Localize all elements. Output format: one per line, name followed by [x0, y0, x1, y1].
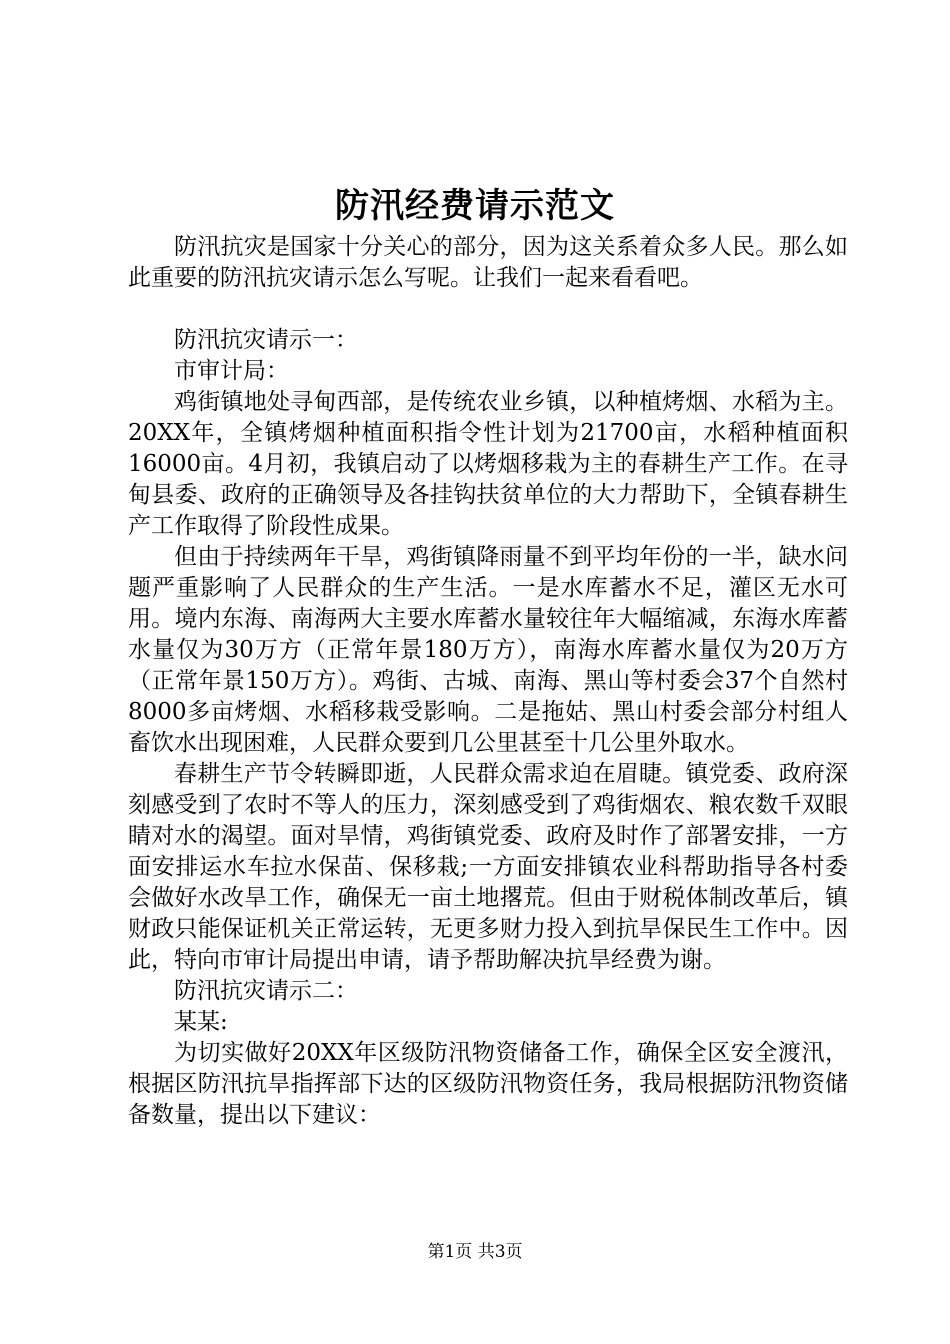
request1-heading: 防汛抗灾请示一： — [174, 327, 358, 353]
intro-paragraph: 防汛抗灾是国家十分关心的部分，因为这关系着众多人民。那么如此重要的防汛抗灾请示怎么写呢。让我们一起来看看吧。 — [128, 234, 848, 291]
request1-paragraph-2: 但由于持续两年干旱，鸡街镇降雨量不到平均年份的一半，缺水问题严重影响了人民群众的生产生活。一是水库蓄水不足，灌区无水可用。境内东海、南海两大主要水库蓄水量较往年大幅缩减，东海水库蓄水量仅为30万方（正常年景180万方），南海水库蓄水量仅为20万方（正常年景150万方）。鸡街、古城、南海、黑山等村委会37个自然村8000多亩烤烟、水稻移栽受影响。二是拖姑、黑山村委会部分村组人畜饮水出现困难，人民群众要到几公里甚至十几公里外取水。 — [128, 544, 848, 756]
request1-addressee: 市审计局： — [174, 358, 289, 384]
paragraph-spacer — [128, 294, 848, 325]
request1-paragraph-3: 春耕生产节令转瞬即逝，人民群众需求迫在眉睫。镇党委、政府深刻感受到了农时不等人的压力，深刻感受到了鸡街烟农、粮农数千双眼睛对水的渴望。面对旱情，鸡街镇党委、政府及时作了部署安排，一方面安排运水车拉水保苗、保移栽;一方面安排镇农业科帮助指导各村委会做好水改旱工作，确保无一亩土地撂荒。但由于财税体制改革后，镇财政只能保证机关正常运转，无更多财力投入到抗旱保民生工作中。因此，特向市审计局提出申请，请予帮助解决抗旱经费为谢。 — [128, 761, 848, 973]
request2-paragraph-1: 为切实做好20XX年区级防汛物资储备工作，确保全区安全渡汛，根据区防汛抗旱指挥部下达的区级防汛物资任务，我局根据防汛物资储备数量，提出以下建议： — [128, 1040, 848, 1128]
document-title: 防汛经费请示范文 — [335, 186, 615, 226]
request1-paragraph-1: 鸡街镇地处寻甸西部，是传统农业乡镇，以种植烤烟、水稻为主。20XX年，全镇烤烟种植面积指令性计划为21700亩，水稻种植面积16000亩。4月初，我镇启动了以烤烟移栽为主的春耕生产工作。在寻甸县委、政府的正确领导及各挂钩扶贫单位的大力帮助下，全镇春耕生产工作取得了阶段性成果。 — [128, 389, 848, 539]
page-footer: 第1页 共3页 — [427, 1242, 523, 1262]
document-body — [128, 232, 848, 1131]
request2-addressee: 某某: — [174, 1009, 228, 1035]
request2-heading: 防汛抗灾请示二： — [174, 978, 358, 1004]
